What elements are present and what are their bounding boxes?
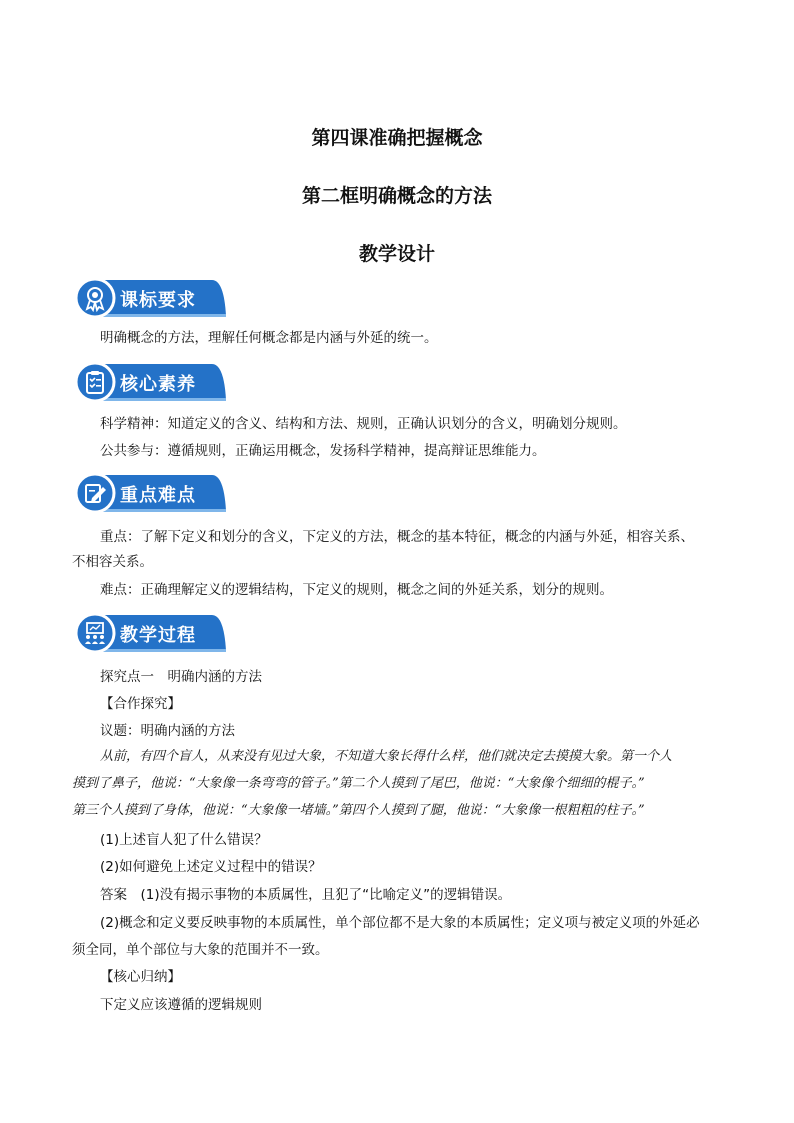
topic-line: 议题：明确内涵的方法 (100, 723, 235, 739)
section-label: 课标要求 (120, 290, 196, 311)
section-header-process (74, 612, 228, 654)
requirements-text: 明确概念的方法，理解任何概念都是内涵与外延的统一。 (100, 330, 438, 346)
literacy-line: 公共参与：遵循规则，正确运用概念，发扬科学精神，提高辩证思维能力。 (100, 443, 546, 459)
section-header-requirements (74, 277, 228, 319)
section-header-key-points (74, 472, 228, 514)
award-ribbon-icon (81, 284, 109, 312)
section-title: 第二框明确概念的方法 (301, 185, 492, 207)
story-line: 从前，有四个盲人，从来没有见过大象，不知道大象长得什么样，他们就决定去摸摸大象。第一个人 (100, 749, 673, 764)
summary-heading: 【核心归纳】 (100, 969, 181, 985)
section-label: 教学过程 (120, 625, 196, 646)
section-header-literacy (74, 361, 228, 403)
design-title: 教学设计 (358, 243, 435, 265)
point-title: 探究点一 明确内涵的方法 (100, 669, 262, 685)
presentation-group-icon (81, 619, 109, 647)
key-points-line: 重点：了解下定义和划分的含义，下定义的方法，概念的基本特征，概念的内涵与外延，相容关系、 (100, 529, 694, 545)
story-line: 摸到了鼻子，他说：“大象像一条弯弯的管子。”第二个人摸到了尾巴，他说：“大象像个细细的棍子。” (72, 776, 645, 791)
question-2: (2)如何避免上述定义过程中的错误？ (100, 859, 322, 875)
section-label: 重点难点 (120, 485, 196, 506)
section-label: 核心素养 (120, 374, 196, 395)
answer-2-line: (2)概念和定义要反映事物的本质属性，单个部位都不是大象的本质属性；定义项与被定义项的外延必 (100, 915, 700, 931)
pencil-note-icon (81, 479, 109, 507)
story-line: 第三个人摸到了身体，他说：“大象像一堵墙。”第四个人摸到了腿，他说：“大象像一根粗粗的柱子。” (72, 803, 645, 818)
key-points-line: 不相容关系。 (72, 554, 153, 570)
literacy-line: 科学精神：知道定义的含义、结构和方法、规则，正确认识划分的含义，明确划分规则。 (100, 416, 627, 432)
lesson-title: 第四课准确把握概念 (311, 127, 483, 149)
clipboard-checklist-icon (81, 368, 109, 396)
answer-1: 答案 (1)没有揭示事物的本质属性，且犯了“比喻定义”的逻辑错误。 (100, 887, 512, 903)
key-points-line: 难点：正确理解定义的逻辑结构，下定义的规则，概念之间的外延关系，划分的规则。 (100, 582, 613, 598)
cooperate-heading: 【合作探究】 (100, 696, 181, 712)
answer-2-line: 须全同，单个部位与大象的范围并不一致。 (72, 942, 329, 958)
rule-line: 下定义应该遵循的逻辑规则 (100, 997, 262, 1013)
question-1: (1)上述盲人犯了什么错误？ (100, 832, 268, 848)
